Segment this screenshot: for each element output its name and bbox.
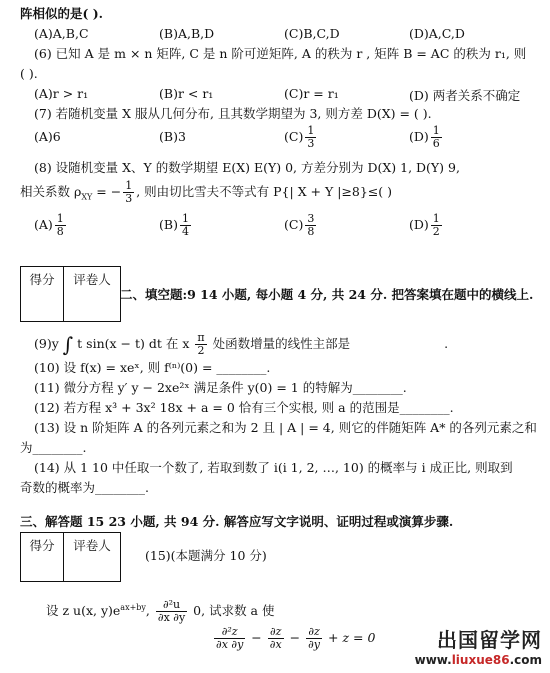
q15-equation: $\frac{\text{∂²z}}{\partial x \partial y}$ − $\frac{\partial z}{\partial x}$ − $\frac{\partial z}{\partial y}$ + z = 0: [216, 625, 376, 651]
q11: (11) 微分方程 y′ y − 2xe²ˣ 满足条件 y(0) = 1 的特解为________.: [34, 380, 407, 395]
q8-option-a: (A) $\frac{1}{8}$: [34, 212, 64, 238]
section2-title: 二、填空题:9 14 小题, 每小题 4 分, 共 24 分. 把答案填在题中的横线上.: [120, 287, 534, 302]
q7-option-c: (C) $\frac{1}{3}$: [284, 124, 315, 150]
q9: (9)y ∫ t sin(x − t) dt 在 x $\frac{\pi}{2}$ 处函数增量的线性主部是 .: [34, 331, 449, 357]
q7-line1: (7) 若随机变量 X 服从几何分布, 且其数学期望为 3, 则方差 D(X) = ( ).: [34, 106, 432, 121]
q15-line1: 设 z u(x, $y)e^{ax+by}$, $\frac{\text{∂²u}}{\partial x \partial y}$ 0, 试求数 a 使: [46, 598, 275, 625]
q6-option-c: (C)r = r₁: [284, 86, 339, 101]
q8-option-c: (C) $\frac{3}{8}$: [284, 212, 315, 238]
score-label: 得分: [21, 267, 64, 321]
q7-option-a: (A)6: [34, 129, 61, 144]
q15-heading: (15)(本题满分 10 分): [145, 548, 267, 563]
brand-name: 出国留学网: [437, 628, 542, 652]
q5-option-c: (C)B,C,D: [284, 26, 340, 41]
score-box-section2: [20, 266, 121, 322]
grader-label: 评卷人: [73, 538, 111, 553]
q10: (10) 设 f(x) = xeˣ, 则 f⁽ⁿ⁾(0) = ________.: [34, 360, 271, 375]
q12: (12) 若方程 x³ + 3x² 18x + a = 0 恰有三个实根, 则 a 的范围是________.: [34, 400, 454, 415]
score-box-q15: [20, 532, 121, 582]
q6-option-a: (A)r > r₁: [34, 86, 89, 101]
q6-line2: ( ).: [20, 66, 38, 81]
section3-title: 三、解答题 15 23 小题, 共 94 分. 解答应写文字说明、证明过程或演算步骤.: [20, 514, 454, 529]
q8-options: [34, 210, 534, 240]
q8-option-b: (B) $\frac{1}{4}$: [159, 212, 189, 238]
q6-line1: (6) 已知 A 是 m × n 矩阵, C 是 n 阶可逆矩阵, A 的秩为 r , 矩阵 B = AC 的秩为 r₁, 则: [34, 46, 527, 61]
q8-line1: (8) 设随机变量 X、Y 的数学期望 E(X) E(Y) 0, 方差分别为 D(X) 1, D(Y) 9,: [34, 160, 460, 175]
q5-option-b: (B)A,B,D: [159, 26, 215, 41]
q6-option-b: (B)r < r₁: [159, 86, 214, 101]
q5-tail: 阵相似的是( ).: [20, 6, 104, 21]
q7-options: [34, 122, 534, 152]
q13-line1: (13) 设 n 阶矩阵 A 的各列元素之和为 2 且 | A | = 4, 则它的伴随矩阵 A* 的各列元素之和: [34, 420, 537, 435]
q7-option-b: (B)3: [159, 129, 186, 144]
site-watermark: [415, 624, 542, 667]
q8-line2: 相关系数 $\rho_{XY}$ = − $\frac{1}{3}$ , 则由切比雪夫不等式有 P{| X + Y |≥8}≤( ): [20, 179, 393, 205]
grader-label: 评卷人: [73, 272, 111, 287]
score-label: 得分: [21, 533, 64, 581]
q7-option-d: (D) $\frac{1}{6}$: [409, 124, 440, 150]
q14-line1: (14) 从 1 10 中任取一个数了, 若取到数了 i(i 1, 2, …, 10) 的概率与 i 成正比, 则取到: [34, 460, 513, 475]
q5-option-a: (A)A,B,C: [34, 26, 89, 41]
brand-url: www.liuxue86.com: [414, 653, 542, 667]
q5-options: [34, 26, 534, 41]
q8-option-d: (D) $\frac{1}{2}$: [409, 212, 440, 238]
q6-option-d: (D) 两者关系不确定: [409, 88, 521, 103]
q14-line2: 奇数的概率为________.: [20, 480, 149, 495]
q6-options: [34, 86, 534, 104]
q5-option-d: (D)A,C,D: [409, 26, 465, 41]
q13-line2: 为________.: [20, 440, 87, 455]
